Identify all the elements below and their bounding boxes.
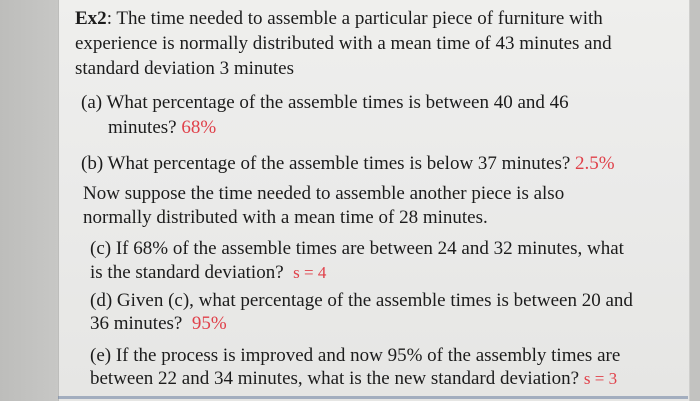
part-d-answer: 95% <box>191 313 227 334</box>
left-background <box>0 0 58 401</box>
part-e-question-line-2 <box>90 366 617 391</box>
part-e-question-line-1: (e) If the process is improved and now 95% of the assembly times are <box>90 345 621 366</box>
part-b-question <box>81 151 615 176</box>
part-c-question-line-2-text: is the standard deviation? <box>90 262 284 283</box>
scenario-line-2: normally distributed with a mean time of 28 minutes. <box>83 207 488 228</box>
worksheet-page <box>58 0 690 401</box>
part-a-question-line-2-text: minutes? <box>108 117 177 138</box>
part-b-answer: 2.5% <box>575 153 615 174</box>
part-a-question-line-1: (a) What percentage of the assemble times is between 40 and 46 <box>81 92 569 113</box>
part-c-question-line-2 <box>90 260 326 285</box>
part-d-question-line-2 <box>90 311 227 336</box>
part-d-question-line-1: (d) Given (c), what percentage of the assemble times is between 20 and <box>90 290 633 311</box>
part-c-answer: s = 4 <box>293 263 327 282</box>
problem-label: Ex2 <box>75 8 107 29</box>
intro-line-1 <box>75 6 603 31</box>
part-a-question-line-2 <box>108 115 216 140</box>
part-e-question-line-2-text: between 22 and 34 minutes, what is the new standard deviation? <box>90 368 580 389</box>
scenario-line-1: Now suppose the time needed to assemble another piece is also <box>83 183 565 204</box>
part-b-question-text: (b) What percentage of the assemble times is below 37 minutes? <box>81 153 571 174</box>
page-bottom-edge <box>58 396 688 399</box>
part-c-question-line-1: (c) If 68% of the assemble times are between 24 and 32 minutes, what <box>90 238 624 259</box>
intro-line-3: standard deviation 3 minutes <box>75 58 294 79</box>
intro-line-2: experience is normally distributed with a mean time of 43 minutes and <box>75 33 612 54</box>
part-a-answer: 68% <box>181 117 217 138</box>
intro-text-1: : The time needed to assemble a particular piece of furniture with <box>106 8 603 29</box>
right-background <box>690 0 700 401</box>
part-e-answer: s = 3 <box>583 369 618 388</box>
part-d-question-line-2-text: 36 minutes? <box>90 313 183 334</box>
